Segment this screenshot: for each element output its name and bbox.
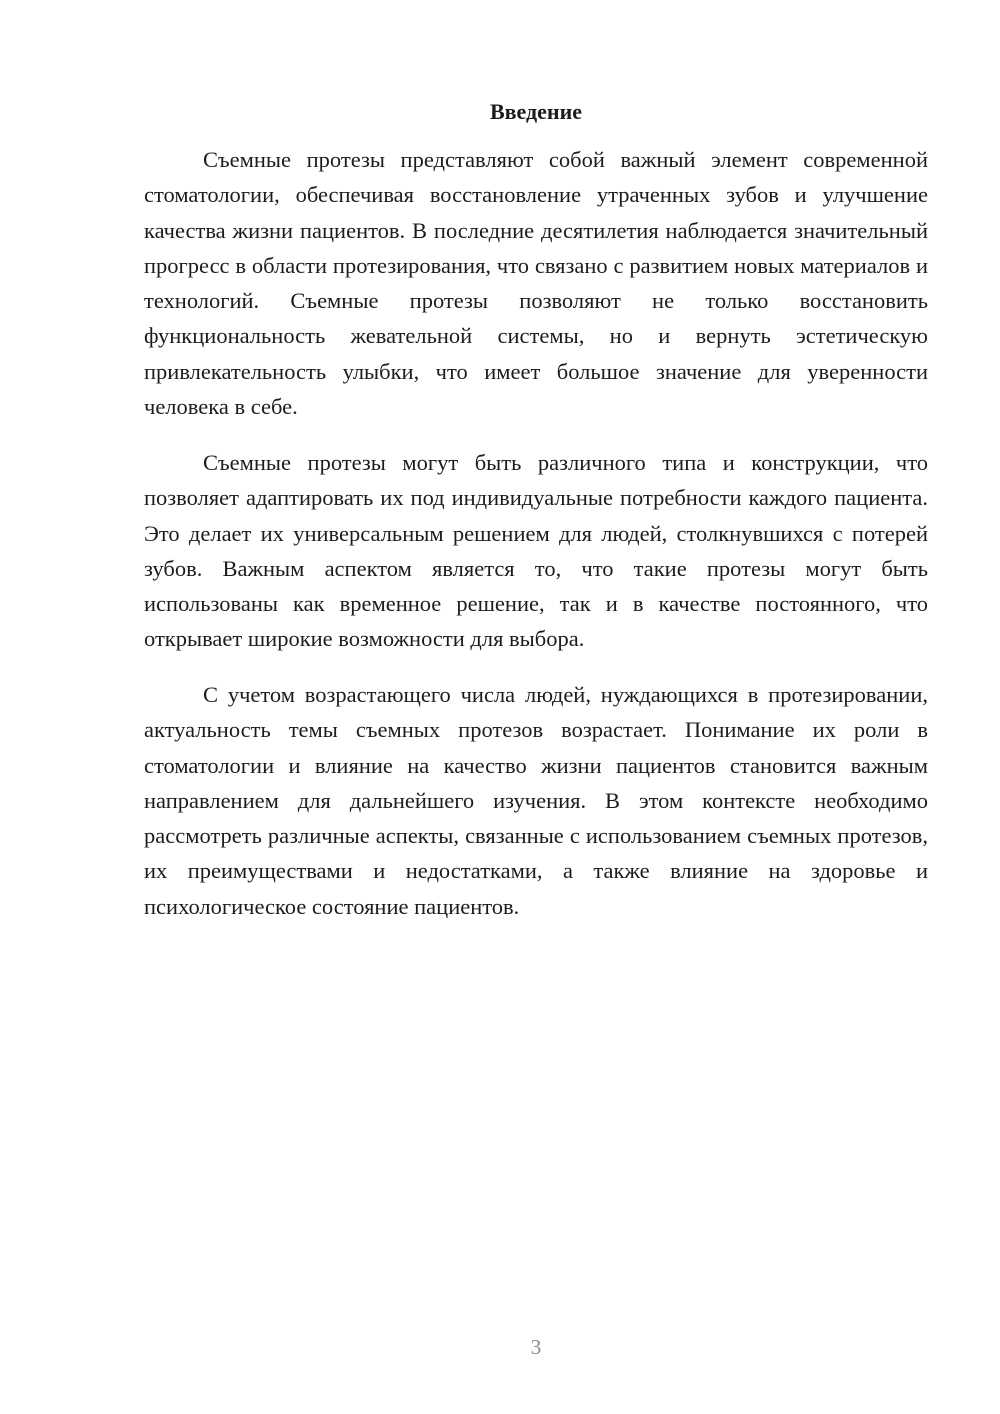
page-number: 3: [530, 1335, 542, 1359]
section-heading: Введение: [489, 99, 583, 124]
paragraph-1: Съемные протезы представляют собой важный элемент современной стоматологии, обеспечивая восстановление утраченных зубов и улучшение качества жизни пациентов. В последние десятилетия наблюдается значительный прогресс в области протезирования, что связано с развитием новых материалов и технологий. Съемные протезы позволяют не только восстановить функциональность жевательной системы, но и вернуть эстетическую привлекательность улыбки, что имеет большое значение для уверенности человека в себе.: [144, 147, 928, 420]
paragraph-3: С учетом возрастающего числа людей, нуждающихся в протезировании, актуальность темы съемных протезов возрастает. Понимание их роли в стоматологии и влияние на качество жизни пациентов становится важным направлением для дальнейшего изучения. В этом контексте необходимо рассмотреть различные аспекты, связанные с использованием съемных протезов, их преимуществами и недостатками, а также влияние на здоровье и психологическое состояние пациентов.: [144, 682, 928, 919]
paragraph-2: Съемные протезы могут быть различного типа и конструкции, что позволяет адаптировать их под индивидуальные потребности каждого пациента. Это делает их универсальным решением для людей, столкнувшихся с потерей зубов. Важным аспектом является то, что такие протезы могут быть использованы как временное решение, так и в качестве постоянного, что открывает широкие возможности для выбора.: [144, 450, 928, 652]
